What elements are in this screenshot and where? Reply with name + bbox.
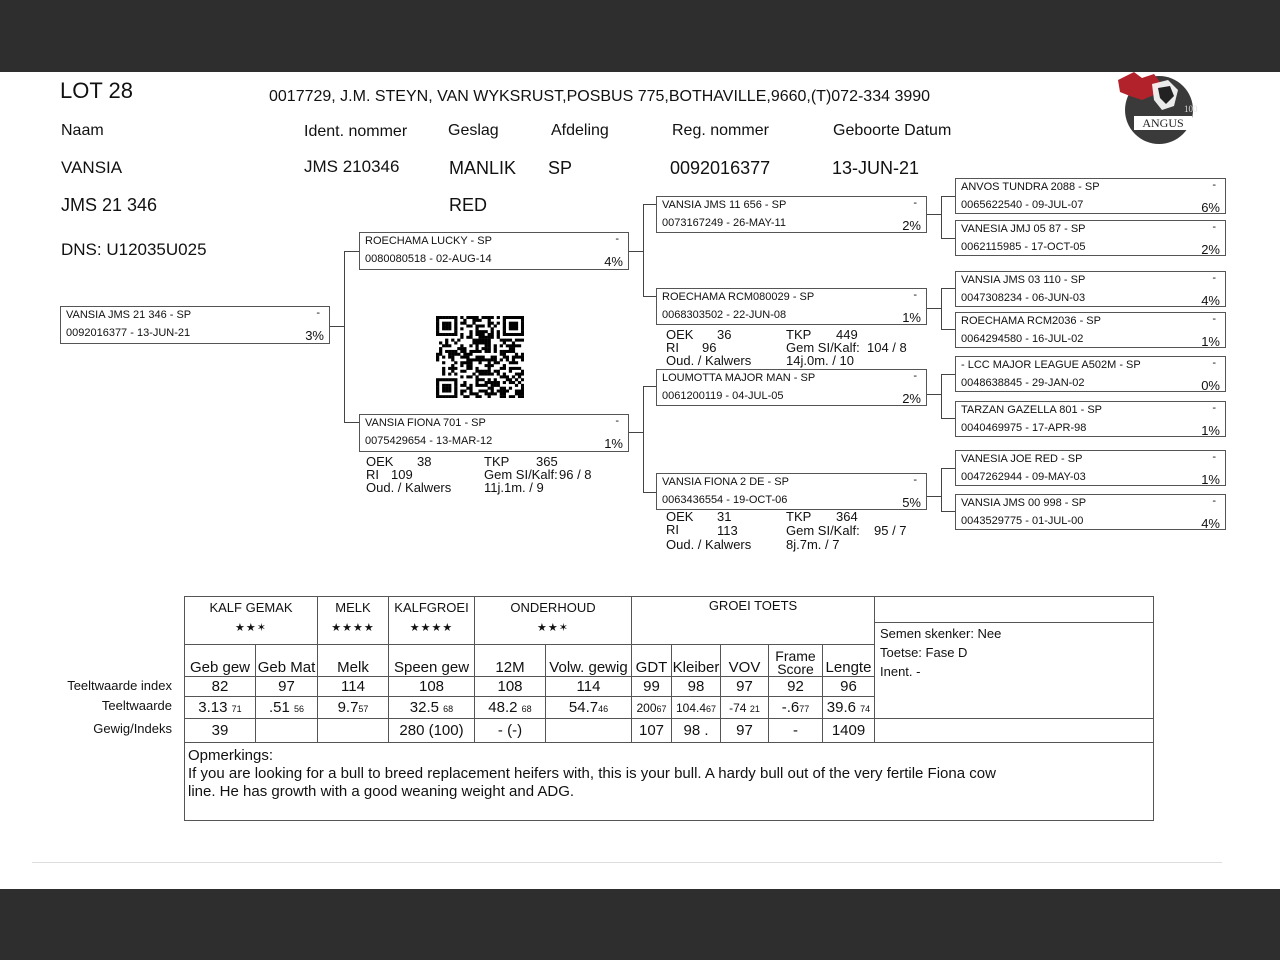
header-naam: Naam — [61, 122, 104, 139]
animal-reg: 0092016377 — [670, 158, 771, 178]
animal-ident: JMS 210346 — [304, 157, 400, 176]
pedigree-box-sire: ROECHAMA LUCKY - SP - 0080080518 - 02-AUG-14 4% — [359, 232, 629, 270]
group-kalf-gemak: KALF GEMAK ★★✶ — [185, 597, 318, 645]
qr-code[interactable] — [436, 316, 524, 398]
col-vov: VOV — [721, 645, 769, 677]
col-geb-gew: Geb gew — [185, 645, 256, 677]
group-melk: MELK ★★★★ — [318, 597, 389, 645]
header-geboorte: Geboorte Datum — [833, 122, 952, 139]
remarks-label: Opmerkings: — [188, 747, 274, 764]
row-teeltwaarde: 3.13 71 .51 56 9.757 32.5 68 48.2 68 54.746 20067 104.467 -74 21 -.677 39.6 74 — [185, 697, 1154, 719]
owner-details: 0017729, J.M. STEYN, VAN WYKSRUST,POSBUS 775,BOTHAVILLE,9660,(T)072-334 3990 — [269, 88, 931, 105]
col-melk: Melk — [318, 645, 389, 677]
animal-sex: MANLIK — [449, 158, 517, 178]
ebv-table — [184, 596, 1154, 821]
remarks — [185, 743, 1154, 821]
col-volw-gewig: Volw. gewig — [546, 645, 632, 677]
angus-logo — [1112, 70, 1198, 151]
pedigree-box-ggp-6: TARZAN GAZELLA 801 - SP - 0040469975 - 17-APR-98 1% — [955, 401, 1226, 437]
row-label-index: Teeltwaarde index — [67, 678, 172, 693]
header-ident: Ident. nommer — [304, 123, 408, 140]
animal-dns: DNS: U12035U025 — [61, 240, 207, 259]
row-label-teelt: Teeltwaarde — [101, 698, 172, 713]
animal-division: SP — [548, 158, 573, 178]
group-groei-toets: GROEI TOETS — [632, 597, 875, 645]
pedigree-box-ggp-3: VANSIA JMS 03 110 - SP - 0047308234 - 06-JUN-03 4% — [955, 271, 1226, 307]
animal-tag: JMS 21 346 — [61, 195, 158, 215]
col-frame-score: Frame Score — [769, 645, 823, 677]
pedigree-box-dam-dam: VANSIA FIONA 2 DE - SP - 0063436554 - 19-OCT-06 5% — [656, 473, 927, 510]
animal-birth: 13-JUN-21 — [832, 158, 920, 178]
col-lengte: Lengte — [823, 645, 875, 677]
pedigree-box-ggp-1: ANVOS TUNDRA 2088 - SP - 0065622540 - 09-JUL-07 6% — [955, 178, 1226, 214]
row-gewig: 39 280 (100) - (-) 107 98 . 97 - 1409 — [185, 719, 1154, 743]
header-reg: Reg. nommer — [672, 122, 769, 139]
inoculation: Inent. - — [880, 664, 921, 679]
logo-text: ANGUS — [1142, 116, 1184, 130]
col-speen-gew: Speen gew — [389, 645, 475, 677]
animal-name: VANSIA — [61, 158, 123, 177]
pedigree-box-animal: VANSIA JMS 21 346 - SP - 0092016377 - 13-JUN-21 3% — [60, 306, 330, 344]
col-kleiber: Kleiber — [672, 645, 721, 677]
pedigree-box-ggp-4: ROECHAMA RCM2036 - SP - 0064294580 - 16-JUL-02 1% — [955, 312, 1226, 348]
pedigree-box-sire-sire: VANSIA JMS 11 656 - SP - 0073167249 - 26-MAY-11 2% — [656, 196, 927, 233]
group-kalfgroei: KALFGROEI ★★★★ — [389, 597, 475, 645]
pedigree-box-ggp-7: VANESIA JOE RED - SP - 0047262944 - 09-MAY-03 1% — [955, 450, 1226, 486]
animal-color: RED — [449, 195, 488, 215]
row-label-gewig: Gewig/Indeks — [93, 721, 172, 736]
tests: Toetse: Fase D — [880, 645, 968, 660]
remarks-text: If you are looking for a bull to breed replacement heifers with, this is your bull. A hardy bull out of the very fertile Fiona cow line. He has growth with a good weaning weight and ADG. — [188, 765, 996, 800]
lot-number: LOT 28 — [60, 78, 133, 103]
col-gdt: GDT — [632, 645, 672, 677]
group-onderhoud: ONDERHOUD ★★✶ — [475, 597, 632, 645]
col-12m: 12M — [475, 645, 546, 677]
pedigree-box-dam-sire: LOUMOTTA MAJOR MAN - SP - 0061200119 - 04-JUL-05 2% — [656, 369, 927, 406]
pedigree-box-ggp-2: VANESIA JMJ 05 87 - SP - 0062115985 - 17-OCT-05 2% — [955, 220, 1226, 256]
row-index: 82 97 114 108 108 114 99 98 97 92 96 — [185, 677, 1154, 697]
pedigree-box-sire-dam: ROECHAMA RCM080029 - SP - 0068303502 - 22-JUN-08 1% — [656, 288, 927, 325]
pedigree-box-dam: VANSIA FIONA 701 - SP - 0075429654 - 13-MAR-12 1% — [359, 414, 629, 452]
catalog-page: LOT 28 0017729, J.M. STEYN, VAN WYKSRUST,POSBUS 775,BOTHAVILLE,9660,(T)072-334 3990 ANGUS 100 Naam Ident. nommer Geslag Afdeling Reg. nommer Geboorte Datum VANSIA JMS 210346 MANLIK SP 0092016377 13-JUN-21 JMS 21 346 RED DNS: U12035U025 VANSIA JMS 21 346 - SP - 0092016377 - 13-JUN-21 3% ROECHAMA LUCKY - SP - 0080080518 - 02-AUG-14 4% VANSIA FIONA 701 - SP - 0075429654 - 13-MAR-12 1% VANSIA JMS 11 656 - SP - 0073167249 - 26-MAY-11 2% ROECHAMA RCM080029 - SP - 0068303502 - 22-JUN-08 1% LOUMOTTA MAJOR MAN - SP - 0061200119 - 04-JUL-05 2% VANSIA FIONA 2 DE - SP - 0063436554 - 19-OCT-06 5% ANVOS TUNDRA 2088 - SP - 0065622540 - 09-JUL-07 6% VANESIA JMJ 05 87 - SP - 0062115985 - 17-OCT-05 2% VANSIA JMS 03 110 - SP - 0047308234 - 06-JUN-03 4% ROECHAMA RCM2036 - SP - 0064294580 - 16-JUL-02 1% - LCC MAJOR LEAGUE A502M - SP - 0048638845 - 29-JAN-02 0% TARZAN GAZELLA 801 - SP - 0040469975 - 17-APR-98 1% VANESIA JOE RED - SP - 0047262944 - 09-MAY-03 1% VANSIA JMS 00 998 - SP - 0043529775 - 01-JUL-00 4% OEK 36 TKP 449 RI 96 Gem SI/Kalf: 104 / 8 Oud. / Kalwers 14j.0m. / 10 OEK 38 TKP 365 RI 109 Gem SI/Kalf: 96 / 8 Oud. / Kalwers 11j.1m. / 9 OEK 31 TKP 364 RI 113 Gem SI/Kalf: 95 / 7 Oud. / Kalwers 8j.7m. / 7 Teeltwaarde index Teeltwaarde Gewig/Indeks KALF GEMAK ★★✶ MELK ★★★★ KALFGROEI ★★★★ ONDERHOUD ★★✶ GROEI TOETS Semen skenker: Nee Toetse: Fase D Inent. - Geb gew Geb Mat Melk Speen gew 12M Volw. gewig GDT Kleiber VOV Frame Score Lengte 82 97 114 108 108 114 99 98 97 92 96 3.13 71 .51 56 9.757 32.5 68 48.2 68 54.746 20067 104.467 -74 21 -.677 39.6 74 39 280 (100) - (-) 107 98 . 97 - 1409 Opmerkings: If you are looking for a bull to breed replacement heifers with, this is your bull. A hardy bull out of the very fertile Fiona cow line. He has growth with a good weaning weight and ADG. — [0, 72, 1280, 889]
logo-sub: 100 — [1184, 104, 1198, 114]
divider — [32, 862, 1222, 863]
col-geb-mat: Geb Mat — [256, 645, 318, 677]
semen-donor: Semen skenker: Nee — [880, 626, 1002, 641]
header-afdeling: Afdeling — [551, 122, 609, 139]
header-geslag: Geslag — [448, 122, 499, 139]
pedigree-box-ggp-8: VANSIA JMS 00 998 - SP - 0043529775 - 01-JUL-00 4% — [955, 494, 1226, 530]
pedigree-box-ggp-5: - LCC MAJOR LEAGUE A502M - SP - 0048638845 - 29-JAN-02 0% — [955, 356, 1226, 392]
